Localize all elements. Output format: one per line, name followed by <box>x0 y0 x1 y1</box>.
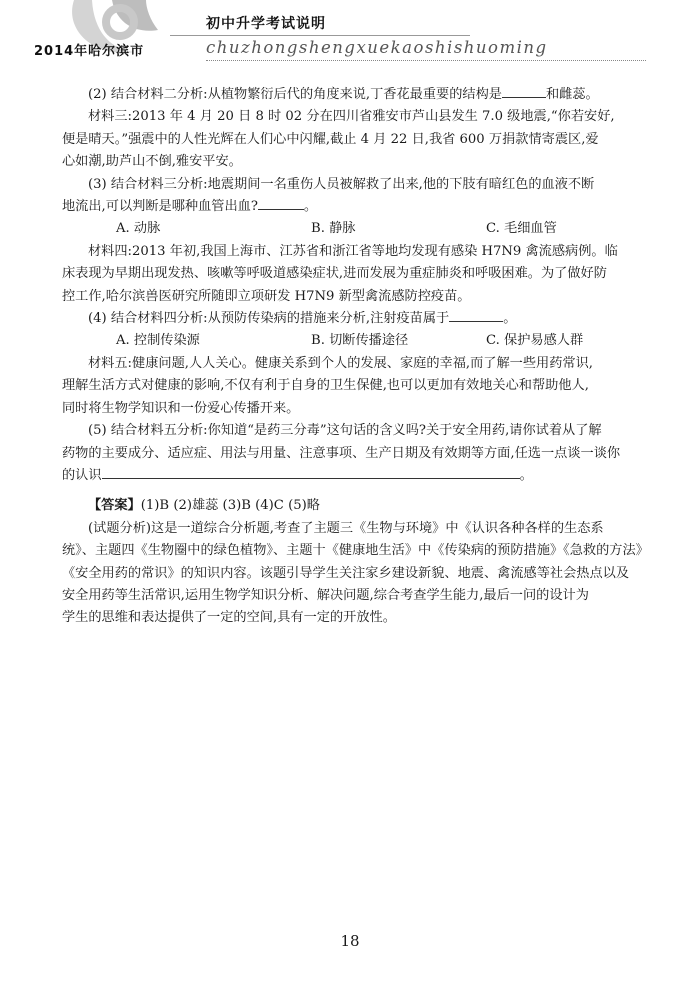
question-4-options <box>62 330 638 352</box>
option-c: C. 保护易感人群 <box>486 333 584 349</box>
question-body <box>62 84 649 630</box>
option-a: A. 动脉 <box>116 221 161 237</box>
material-3-line: 材料三:2013 年 4 月 20 日 8 时 02 分在四川省雅安市芦山县发生 7.0 级地震,“你若安好, <box>88 109 615 125</box>
question-4-line: (4) 结合材料四分析:从预防传染病的措施来分析,注射疫苗属于 。 <box>88 311 517 327</box>
analysis-line: (试题分析)这是一道综合分析题,考查了主题三《生物与环境》中《认识各种各样的生态系 <box>88 520 604 536</box>
answer-blank <box>258 197 304 210</box>
header-title: 初中升学考试说明 <box>206 16 326 32</box>
answer-text: (1)B (2)雄蕊 (3)B (4)C (5)略 <box>140 498 320 514</box>
question-3-line: 地流出,可以判断是哪种血管出血? 。 <box>62 199 318 215</box>
page-number: 18 <box>340 932 360 950</box>
answer-blank <box>449 309 503 322</box>
question-3-line: (3) 结合材料三分析:地震期间一名重伤人员被解救了出来,他的下肢有暗红色的血液不断 <box>88 176 595 192</box>
header-rule <box>170 35 470 36</box>
answer-tag: 【答案】 <box>88 498 141 514</box>
option-b: B. 切断传播途径 <box>311 333 409 349</box>
option-c: C. 毛细血管 <box>486 221 557 237</box>
option-b: B. 静脉 <box>311 221 356 237</box>
answer-line <box>62 495 638 517</box>
material-4-line: 床表现为早期出现发热、咳嗽等呼吸道感染症状,进而发展为重症肺炎和呼吸困难。为了做好防 <box>62 266 607 282</box>
material-3-line: 心如潮,助芦山不倒,雅安平安。 <box>62 154 242 170</box>
material-5-line: 同时将生物学知识和一份爱心传播开来。 <box>62 400 300 416</box>
question-5-line: 药物的主要成分、适应症、用法与用量、注意事项、生产日期及有效期等方面,任选一点谈一谈你 <box>62 445 621 461</box>
analysis-line: 安全用药等生活常识,运用生物学知识分析、解决问题,综合考查学生能力,最后一问的设计为 <box>62 587 589 603</box>
option-a: A. 控制传染源 <box>116 333 200 349</box>
material-5-line: 理解生活方式对健康的影响,不仅有利于自身的卫生保健,也可以更加有效地关心和帮助他人, <box>62 378 589 394</box>
header-dotted-divider <box>206 60 646 61</box>
material-4-line: 控工作,哈尔滨兽医研究所随即立项研发 H7N9 新型禽流感防控疫苗。 <box>62 288 471 304</box>
analysis-line: 统》、主题四《生物圈中的绿色植物》、主题十《健康地生活》中《传染病的预防措施》《急救的方法》 <box>62 543 649 559</box>
analysis-line: 学生的思维和表达提供了一定的空间,具有一定的开放性。 <box>62 610 396 626</box>
question-5-line: (5) 结合材料五分析:你知道“是药三分毒”这句话的含义吗?关于安全用药,请你试着从了解 <box>88 423 602 439</box>
header-year-city: 2014年哈尔滨市 <box>34 44 145 59</box>
answer-blank <box>102 466 520 479</box>
material-5-line: 材料五:健康问题,人人关心。健康关系到个人的发展、家庭的幸福,而了解一些用药常识, <box>88 355 593 371</box>
material-3-line: 便是晴天。”强震中的人性光辉在人们心中闪耀,截止 4 月 22 日,我省 600 万捐款情寄震区,爱 <box>62 131 599 147</box>
question-2-line: (2) 结合材料二分析:从植物繁衍后代的角度来说,丁香花最重要的结构是 和雌蕊。 <box>88 87 599 102</box>
answer-blank <box>502 85 546 98</box>
header-pinyin: chuzhongshengxuekaoshishuoming <box>206 38 548 57</box>
material-4-line: 材料四:2013 年初,我国上海市、江苏省和浙江省等地均发现有感染 H7N9 禽流感病例。临 <box>88 243 618 259</box>
analysis-line: 《安全用药的常识》的知识内容。该题引导学生关注家乡建设新貌、地震、禽流感等社会热点以及 <box>62 565 630 581</box>
question-5-line: 的认识 。 <box>62 467 533 483</box>
question-3-options <box>62 218 638 240</box>
